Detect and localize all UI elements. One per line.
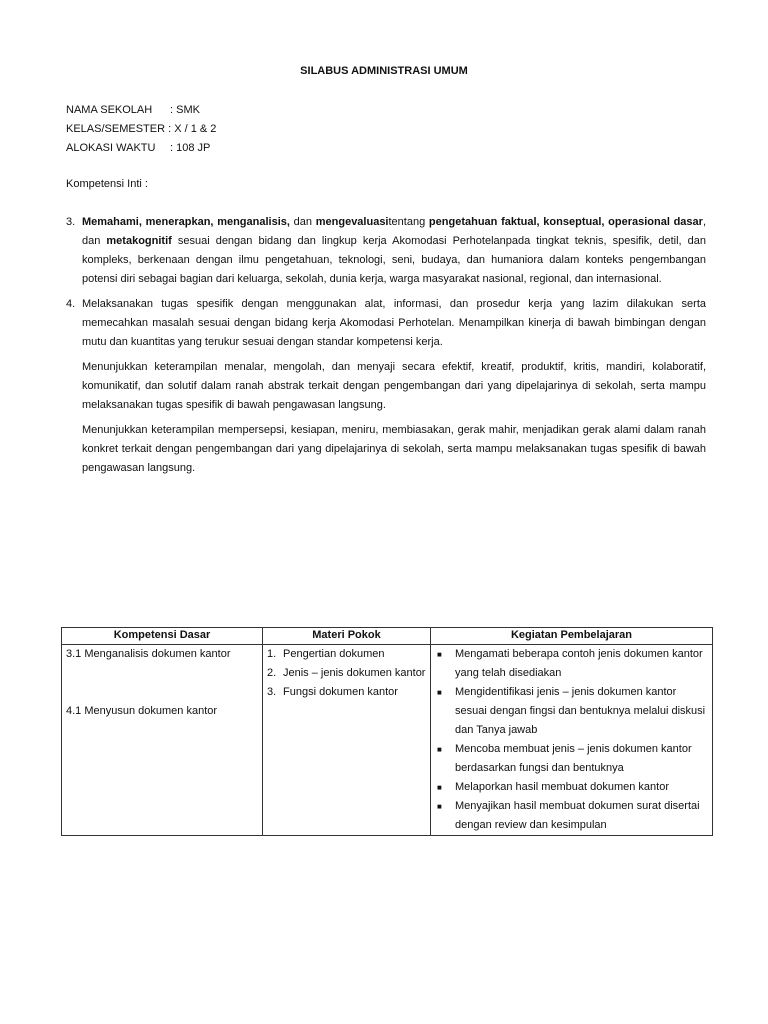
ki-item-4 (66, 295, 706, 352)
class-semester-row (66, 120, 216, 139)
list-number: 3. (267, 686, 277, 698)
bullet-icon: ■ (437, 688, 442, 697)
bullet-icon: ■ (437, 745, 442, 754)
bullet-icon: ■ (437, 783, 442, 792)
school-name-row (66, 101, 216, 120)
kegiatan-text: Mengamati beberapa contoh jenis dokumen kantor yang telah disediakan (455, 648, 703, 679)
school-name-label: NAMA SEKOLAH (66, 104, 153, 116)
ki3-text-4: sesuai dengan bidang dan lingkup kerja Akomodasi Perhotelanpada tingkat teknis, spesifik, detil, dan kompleks, berkenaan dengan ilmu pengetahuan, teknologi, seni, budaya, dan humaniora dalam konteks pengembangan potensi diri sebagai bagian dari keluarga, sekolah, dunia kerja, warga masyarakat nasional, regional, dan internasional. (82, 235, 706, 285)
bullet-icon: ■ (437, 802, 442, 811)
school-name-value: : SMK (170, 104, 200, 116)
ki-paragraph-2: Menunjukkan keterampilan mempersepsi, kesiapan, meniru, membiasakan, gerak mahir, menjadikan gerak alami dalam ranah konkret terkait dengan pengembangan dari yang dipelajarinya di sekolah, serta mampu melaksanakan tugas spesifik di bawah pengawasan langsung. (82, 424, 706, 474)
kegiatan-text: Menyajikan hasil membuat dokumen surat disertai dengan review dan kesimpulan (455, 800, 700, 831)
kegiatan-text: Mengidentifikasi jenis – jenis dokumen kantor sesuai dengan fingsi dan bentuknya melalui diskusi dan Tanya jawab (455, 686, 706, 736)
ki3-bold-2: mengevaluasi (315, 216, 389, 228)
materi-pokok-cell (263, 645, 431, 836)
materi-text: Pengertian dokumen (283, 648, 385, 660)
header-kegiatan-pembelajaran: Kegiatan Pembelajaran (431, 628, 713, 645)
kegiatan-text: Mencoba membuat jenis – jenis dokumen kantor berdasarkan fungsi dan bentuknya (455, 743, 692, 774)
ki-item-number: 4. (66, 298, 76, 310)
kompetensi-inti-list (66, 213, 706, 484)
ki-paragraph-1: Menunjukkan keterampilan menalar, mengolah, dan menyaji secara efektif, kreatif, produktif, kritis, mandiri, kolaboratif, komunikatif, dan solutif dalam ranah abstrak terkait dengan pengembangan dari yang dipelajarinya di sekolah, serta mampu melaksanakan tugas spesifik di bawah pengawasan langsung. (82, 361, 706, 411)
list-number: 2. (267, 667, 277, 679)
kegiatan-text: Melaporkan hasil membuat dokumen kantor (455, 781, 670, 793)
kegiatan-pembelajaran-cell (431, 645, 713, 836)
syllabus-table (61, 627, 713, 836)
ki3-text-3: , dan (82, 216, 707, 247)
school-info (66, 101, 216, 158)
page-title: SILABUS ADMINISTRASI UMUM (300, 65, 468, 77)
materi-text: Jenis – jenis dokumen kantor (283, 667, 426, 679)
ki-item-3 (66, 213, 706, 289)
class-semester-value: : X / 1 & 2 (168, 123, 217, 135)
table-header-row (62, 628, 713, 645)
class-semester-label: KELAS/SEMESTER (66, 123, 166, 135)
ki3-bold-4: metakognitif (106, 235, 172, 247)
bullet-icon: ■ (437, 650, 442, 659)
list-item (435, 797, 708, 835)
materi-text: Fungsi dokumen kantor (283, 686, 398, 698)
list-number: 1. (267, 648, 277, 660)
kompetensi-dasar-cell (62, 645, 263, 836)
time-allocation-label: ALOKASI WAKTU (66, 142, 156, 154)
kompetensi-inti-label: Kompetensi Inti : (66, 178, 148, 190)
list-item (267, 683, 426, 702)
list-item (435, 778, 708, 797)
list-item (435, 645, 708, 683)
list-item (267, 645, 426, 664)
time-allocation-row (66, 139, 216, 158)
ki4-text: Melaksanakan tugas spesifik dengan menggunakan alat, informasi, dan prosedur kerja yang lazim dilakukan serta memecahkan masalah sesuai dengan bidang kerja Akomodasi Perhotelan. Menampilkan kinerja di bawah bimbingan dengan mutu dan kuantitas yang terukur sesuai dengan standar kompetensi kerja. (82, 298, 706, 348)
ki3-bold-3: pengetahuan faktual, konseptual, operasional dasar (428, 216, 703, 228)
ki3-bold-1: Memahami, menerapkan, menganalisis, (82, 216, 290, 228)
kd-3-1: 3.1 Menganalisis dokumen kantor (66, 648, 231, 660)
kd-4-1: 4.1 Menyusun dokumen kantor (66, 705, 218, 717)
list-item (435, 683, 708, 740)
header-materi-pokok: Materi Pokok (263, 628, 431, 645)
table-row (62, 645, 713, 836)
list-item (267, 664, 426, 683)
kegiatan-list (435, 645, 708, 835)
time-allocation-value: : 108 JP (170, 142, 211, 154)
ki3-text-1: dan (289, 216, 316, 228)
ki-item-number: 3. (66, 216, 76, 228)
list-item (435, 740, 708, 778)
materi-list (267, 645, 426, 702)
ki3-text-2: tentang (388, 216, 429, 228)
header-kompetensi-dasar: Kompetensi Dasar (62, 628, 263, 645)
